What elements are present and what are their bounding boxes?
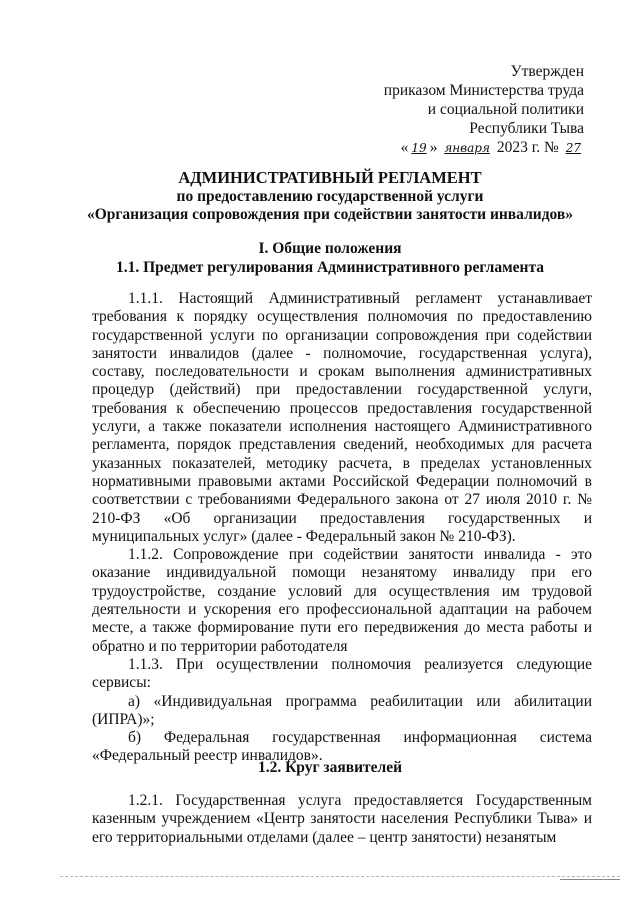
document-subtitle-1: по предоставлению государственной услуги: [176, 188, 484, 205]
date-day: 19: [411, 141, 427, 155]
page-bottom-mark: [560, 879, 620, 880]
section-1-heading: I. Общие положения: [258, 240, 402, 257]
approval-stamp: [384, 62, 584, 158]
section-2-body: [92, 792, 592, 847]
approval-line-1: Утвержден: [510, 63, 584, 80]
list-item-a: а) «Индивидуальная программа реабилитации или абилитации (ИПРА)»;: [92, 692, 592, 728]
paragraph-1-1-2: 1.1.2. Сопровождение при содействии занятости инвалида - это оказание индивидуальной помощи незанятому инвалиду при его трудоустройстве, создание условий для осуществления им трудовой деятельности и ускорения его профессиональной адаптации на рабочем месте, а также формирование пути его передвижения до места работы и обратно и по территории работодателя: [92, 546, 592, 655]
paragraph-1-1-3: 1.1.3. При осуществлении полномочия реализуется следующие сервисы:: [92, 655, 592, 692]
paragraph-1-2-1: 1.2.1. Государственная услуга предоставляется Государственным казенным учреждением «Центр занятости населения Республики Тыва» и его территориальными отделами (далее – центр занятости) незанятым: [92, 792, 592, 846]
approval-line-2: приказом Министерства труда: [383, 82, 584, 99]
paragraph-1-1-1: 1.1.1. Настоящий Административный регламент устанавливает требования к порядку осуществления полномочия по предоставлению государственной услуги по организации сопровождения при содействии занятости инвалидов (далее - полномочие, государственная услуга), составу, последовательности и срокам выполнения административных процедур (действий) при предоставлении государственной услуги, требования к обеспечению процессов предоставления государственной услуги, а также показатели исполнения настоящего Административного регламента, порядок представления сведений, необходимых для расчета указанных показателей, методику расчета, в пределах установленных нормативными правовыми актами Российской Федерации полномочий в соответствии с требованиями Федерального закона от 27 июля 2010 г. № 210-ФЗ «Об организации предоставления государственных и муниципальных услуг» (далее - Федеральный закон № 210-ФЗ).: [92, 290, 592, 545]
document-title: АДМИНИСТРАТИВНЫЙ РЕГЛАМЕНТ: [178, 168, 482, 187]
page-bottom-divider: [60, 876, 620, 877]
document-subtitle-2: «Организация сопровождения при содействии занятости инвалидов»: [86, 206, 574, 223]
approval-line-3: и социальной политики: [427, 101, 584, 118]
date-open-quote: «: [400, 139, 409, 156]
section-1-body: [92, 290, 592, 766]
section-1-2-heading: 1.2. Круг заявителей: [257, 759, 403, 776]
list-item-b: б) Федеральная государственная информационная система «Федеральный реестр инвалидов».: [92, 729, 592, 765]
approval-date: [384, 138, 584, 158]
date-month: января: [444, 141, 490, 155]
order-number: 27: [565, 141, 581, 155]
date-year: 2023 г. №: [496, 139, 559, 156]
date-close-quote: »: [429, 139, 438, 156]
approval-line-4: Республики Тыва: [469, 120, 584, 137]
section-1-1-heading: 1.1. Предмет регулирования Административного регламента: [115, 259, 545, 276]
